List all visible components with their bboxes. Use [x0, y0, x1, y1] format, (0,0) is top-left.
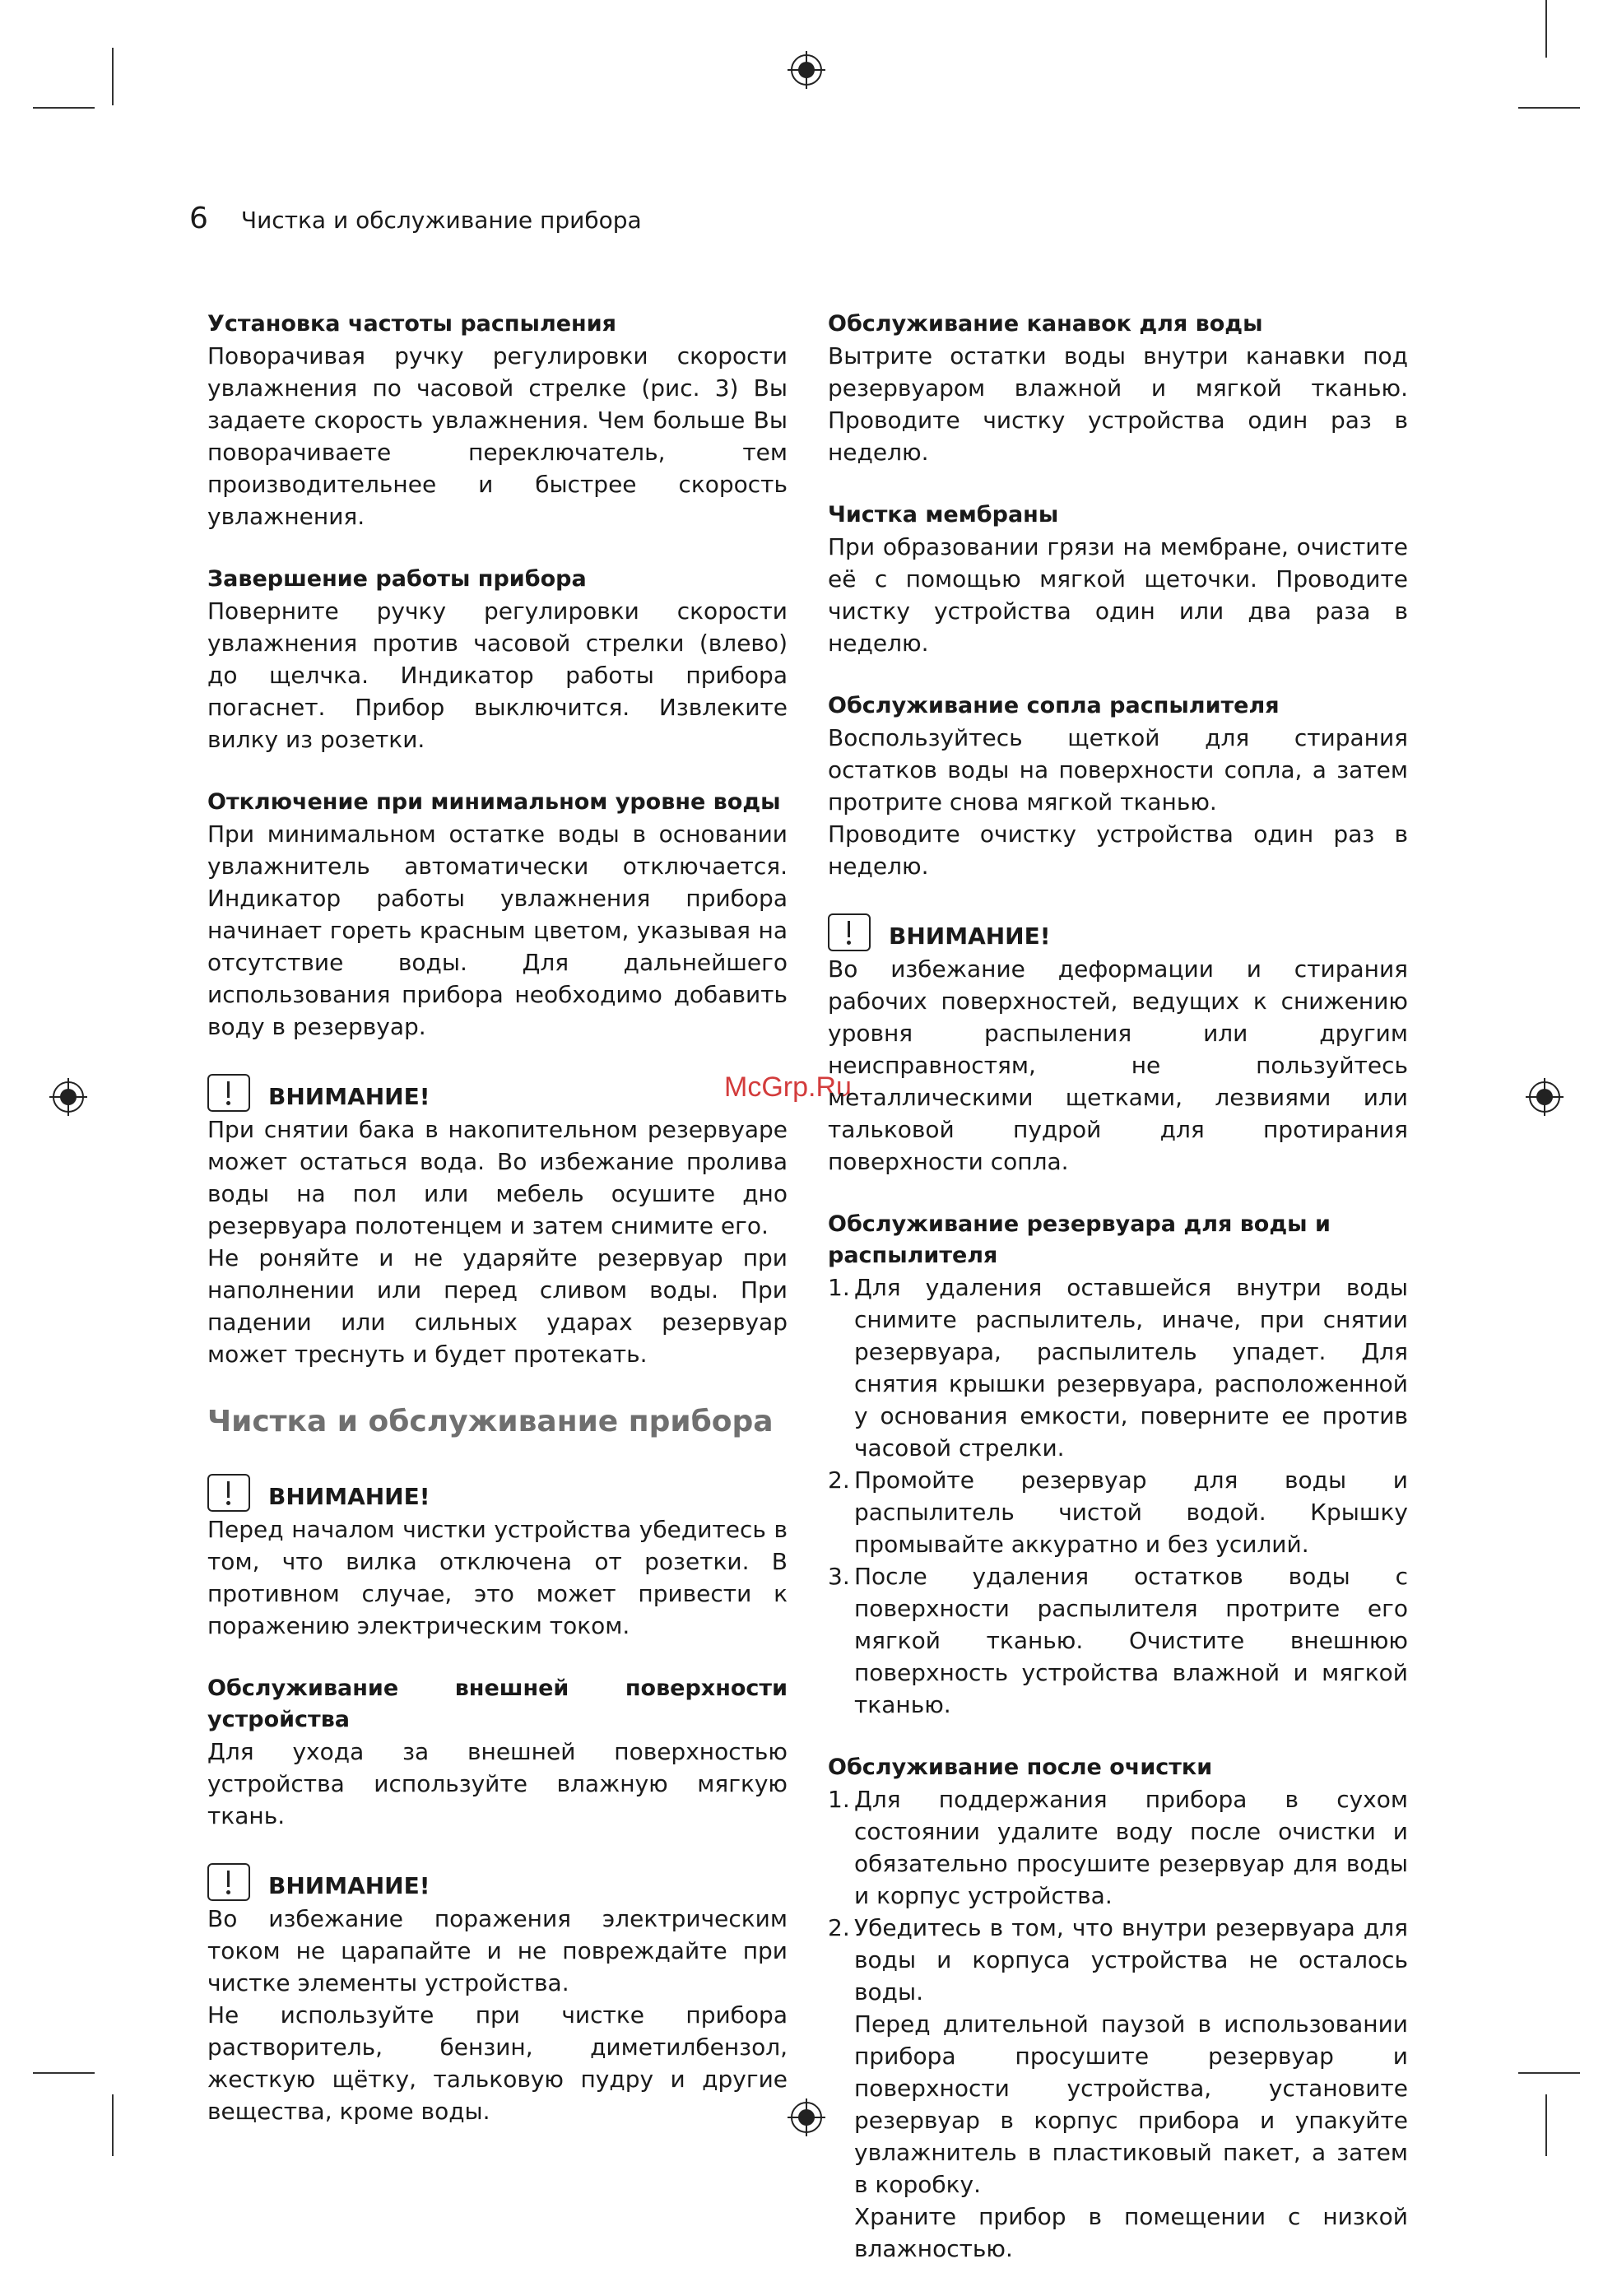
section-low-water — [207, 787, 788, 1043]
section-title: Завершение работы прибора — [207, 566, 587, 592]
section-after-cleaning — [828, 1752, 1408, 2265]
section-tank-cleaning — [828, 1209, 1408, 1721]
warning-block — [207, 1474, 788, 1642]
list-item: 3. После удаления остатков воды с поверхности распылителя протрите его мягкой тканью. Очистите внешнюю поверхность устройства влажной и мягкой тканью. — [828, 1563, 1408, 1718]
numbered-list — [828, 1271, 1408, 1721]
section-text: Вытрите остатки воды внутри канавки под резервуаром влажной и мягкой тканью. Проводите чистку устройства один раз в неделю. — [828, 342, 1408, 466]
registration-mark-icon — [786, 49, 827, 91]
left-column — [207, 309, 788, 2159]
section-title: Обслуживание канавок для воды — [828, 311, 1263, 337]
running-title: Чистка и обслуживание прибора — [240, 207, 642, 234]
section-title: Обслуживание резервуара для воды и распылителя — [828, 1211, 1331, 1268]
crop-mark — [112, 2094, 114, 2156]
warning-text: Во избежание деформации и стирания рабочих поверхностей, ведущих к снижению уровня распыления или другим неисправностям, не пользуйтесь металлическими щетками, лезвиями или тальковой пудрой для протирания поверхности сопла. — [828, 955, 1408, 1175]
warning-title: ВНИМАНИЕ! — [268, 1483, 430, 1510]
section-title: Обслуживание внешней поверхности устройства — [207, 1676, 788, 1732]
crop-mark — [33, 2072, 95, 2074]
section-nozzle — [828, 690, 1408, 882]
list-item: 1. Для поддержания прибора в сухом состоянии удалите воду после очистки и обязательно просушите резервуар для воды и корпус устройства. — [828, 1786, 1408, 1909]
list-continuation: Перед длительной паузой в использовании прибора просушите резервуар и поверхности устройства, установите резервуар в корпус прибора и упакуйте увлажнитель в пластиковый пакет, а затем в коробку. — [854, 2010, 1408, 2198]
warning-block — [828, 913, 1408, 1178]
warning-text: Не используйте при чистке прибора растворитель, бензин, диметилбензол, жесткую щётку, тальковую пудру и другие вещества, кроме воды. — [207, 2001, 788, 2125]
warning-icon — [207, 1863, 250, 1901]
crop-mark — [1545, 2094, 1547, 2156]
warning-icon — [828, 913, 871, 951]
warning-text: Во избежание поражения электрическим током не царапайте и не повреждайте при чистке элементы устройства. — [207, 1905, 788, 1996]
list-item: 2. Убедитесь в том, что внутри резервуара для воды и корпуса устройства не осталось воды. — [828, 1914, 1408, 2006]
registration-mark-icon — [1524, 1076, 1565, 1118]
section-title: Отключение при минимальном уровне воды — [207, 789, 781, 815]
right-column — [828, 309, 1408, 2296]
section-text: При минимальном остатке воды в основании увлажнитель автоматически отключается. Индикатор работы увлажнения прибора начинает гореть красным цветом, указывая на отсутствие воды. Для дальнейшего использования прибора необходимо добавить воду в резервуар. — [207, 820, 788, 1040]
warning-title: ВНИМАНИЕ! — [268, 1083, 430, 1110]
watermark: McGrp.Ru — [724, 1071, 852, 1103]
section-text: При образовании грязи на мембране, очистите её с помощью мягкой щеточки. Проводите чистку устройства один или два раза в неделю. — [828, 533, 1408, 657]
list-continuation: Храните прибор в помещении с низкой влажностью. — [854, 2203, 1408, 2262]
warning-title: ВНИМАНИЕ! — [889, 923, 1051, 950]
registration-mark-icon — [48, 1076, 89, 1118]
section-shutdown — [207, 564, 788, 755]
warning-block — [207, 1074, 788, 1370]
warning-text: При снятии бака в накопительном резервуаре может остаться вода. Во избежание пролива воды на пол или мебель осушите дно резервуара полотенцем и затем снимите его. — [207, 1116, 788, 1239]
section-title: Обслуживание сопла распылителя — [828, 693, 1280, 718]
crop-mark — [112, 48, 114, 105]
warning-block — [207, 1863, 788, 2127]
section-text: Воспользуйтесь щеткой для стирания остатков воды на поверхности сопла, а затем протрите снова мягкой тканью. — [828, 724, 1408, 816]
chapter-heading: Чистка и обслуживание прибора — [207, 1405, 774, 1438]
warning-text: Перед началом чистки устройства убедитесь в том, что вилка отключена от розетки. В противном случае, это может привести к поражению электрическим током. — [207, 1516, 788, 1639]
crop-mark — [1518, 107, 1580, 109]
section-outer-surface — [207, 1673, 788, 1832]
crop-mark — [1518, 2072, 1580, 2074]
warning-text: Не роняйте и не ударяйте резервуар при наполнении или перед сливом воды. При падении или сильных ударах резервуар может треснуть и будет протекать. — [207, 1244, 788, 1368]
section-water-channels — [828, 309, 1408, 468]
section-text: Проводите очистку устройства один раз в неделю. — [828, 820, 1408, 880]
section-title: Обслуживание после очистки — [828, 1755, 1213, 1780]
crop-mark — [1545, 0, 1547, 58]
page-number: 6 — [189, 202, 208, 235]
section-text: Поворачивая ручку регулировки скорости увлажнения по часовой стрелке (рис. 3) Вы задаете скорость увлажнения. Чем больше Вы поворачиваете переключатель, тем производительнее и быстрее скорость увлажнения. — [207, 342, 788, 530]
list-item: 1. Для удаления оставшейся внутри воды снимите распылитель, иначе, при снятии резервуара, распылитель упадет. Для снятия крышки резервуара, расположенной у основания емкости, поверните ее против часовой стрелки. — [828, 1274, 1408, 1462]
registration-mark-icon — [786, 2097, 827, 2138]
section-text: Для ухода за внешней поверхностью устройства используйте влажную мягкую ткань. — [207, 1738, 788, 1829]
list-item: 2. Промойте резервуар для воды и распылитель чистой водой. Крышку промывайте аккуратно и без усилий. — [828, 1466, 1408, 1558]
warning-icon — [207, 1074, 250, 1112]
numbered-list — [828, 1783, 1408, 2008]
page-header — [189, 202, 642, 235]
section-membrane — [828, 500, 1408, 659]
crop-mark — [33, 107, 95, 109]
section-spray-frequency — [207, 309, 788, 532]
warning-icon — [207, 1474, 250, 1512]
warning-title: ВНИМАНИЕ! — [268, 1872, 430, 1899]
section-title: Установка частоты распыления — [207, 311, 616, 337]
section-title: Чистка мембраны — [828, 502, 1059, 528]
section-text: Поверните ручку регулировки скорости увлажнения против часовой стрелки (влево) до щелчка. Индикатор работы прибора погаснет. Прибор выключится. Извлеките вилку из розетки. — [207, 597, 788, 753]
